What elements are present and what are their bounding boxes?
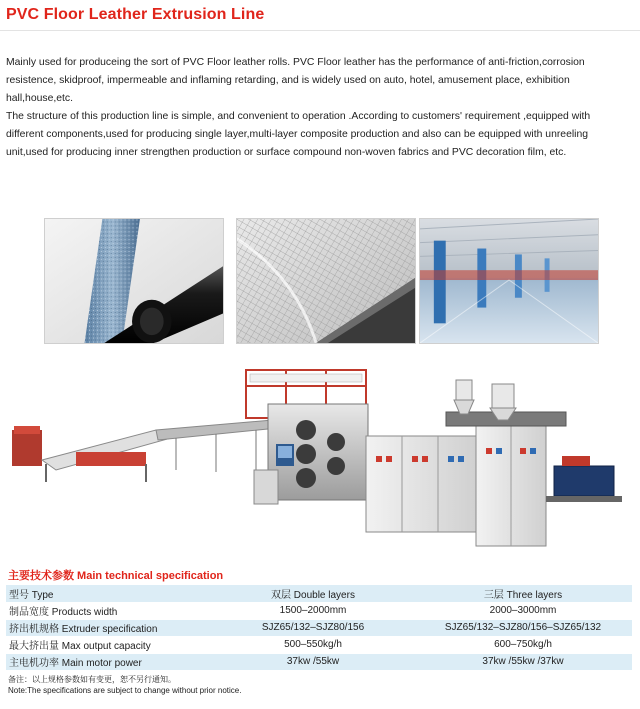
- spec-value-double: 1500–2000mm: [212, 602, 414, 619]
- spec-row-output: [6, 636, 632, 653]
- description: [6, 54, 628, 162]
- spec-label: 制品宽度 Products width: [6, 602, 212, 619]
- spec-row-width: [6, 602, 632, 619]
- spec-table: [6, 585, 632, 671]
- spec-value-double: SJZ65/132–SJZ80/156: [212, 619, 414, 636]
- spec-value-three: 37kw /55kw /37kw: [414, 653, 632, 670]
- spec-heading: 主要技术参数 Main technical specification: [8, 570, 224, 582]
- photo-mesh-reinforced-sheet: [236, 218, 416, 344]
- spec-value-double: 双层 Double layers: [212, 585, 414, 602]
- spec-row-extruder: [6, 619, 632, 636]
- spec-value-three: 600–750kg/h: [414, 636, 632, 653]
- spec-label: 最大挤出量 Max output capacity: [6, 636, 212, 653]
- spec-value-double: 37kw /55kw: [212, 653, 414, 670]
- page-title: PVC Floor Leather Extrusion Line: [6, 6, 265, 23]
- spec-row-type: [6, 585, 632, 602]
- spec-row-motor: [6, 653, 632, 670]
- extrusion-line-illustration: [6, 360, 630, 560]
- spec-label: 主电机功率 Main motor power: [6, 653, 212, 670]
- notes: [8, 674, 241, 696]
- photo-installed-floor-hall: [419, 218, 599, 344]
- spec-label: 挤出机规格 Extruder specification: [6, 619, 212, 636]
- description-paragraph-1: Mainly used for produceing the sort of PVC Floor leather rolls. PVC Floor leather has the performance of anti-friction,corrosion resistence, skidproof, impermeable and inflaming retarding, and is widely used on auto, hotel, amusement place, exhibition hall,house,etc.: [6, 57, 585, 104]
- note-english: Note:The specifications are subject to change without prior notice.: [8, 686, 242, 695]
- note-chinese: 备注：以上规格参数如有变更，恕不另行通知。: [8, 675, 176, 684]
- spec-value-three: 2000–3000mm: [414, 602, 632, 619]
- spec-value-three: 三层 Three layers: [414, 585, 632, 602]
- spec-label: 型号 Type: [6, 585, 212, 602]
- title-divider: [0, 30, 640, 31]
- spec-value-three: SJZ65/132–SJZ80/156–SJZ65/132: [414, 619, 632, 636]
- photo-floor-leather-roll: [44, 218, 224, 344]
- description-paragraph-2: The structure of this production line is simple, and convenient to operation .According to customers' requirement ,equipped with different components,used for producing single layer,multi-layer composite production and also can be equipped with unreeling unit,used for producing inner strengthen production or surface compound non-woven fabrics and PVC decoration film, etc.: [6, 111, 591, 158]
- spec-value-double: 500–550kg/h: [212, 636, 414, 653]
